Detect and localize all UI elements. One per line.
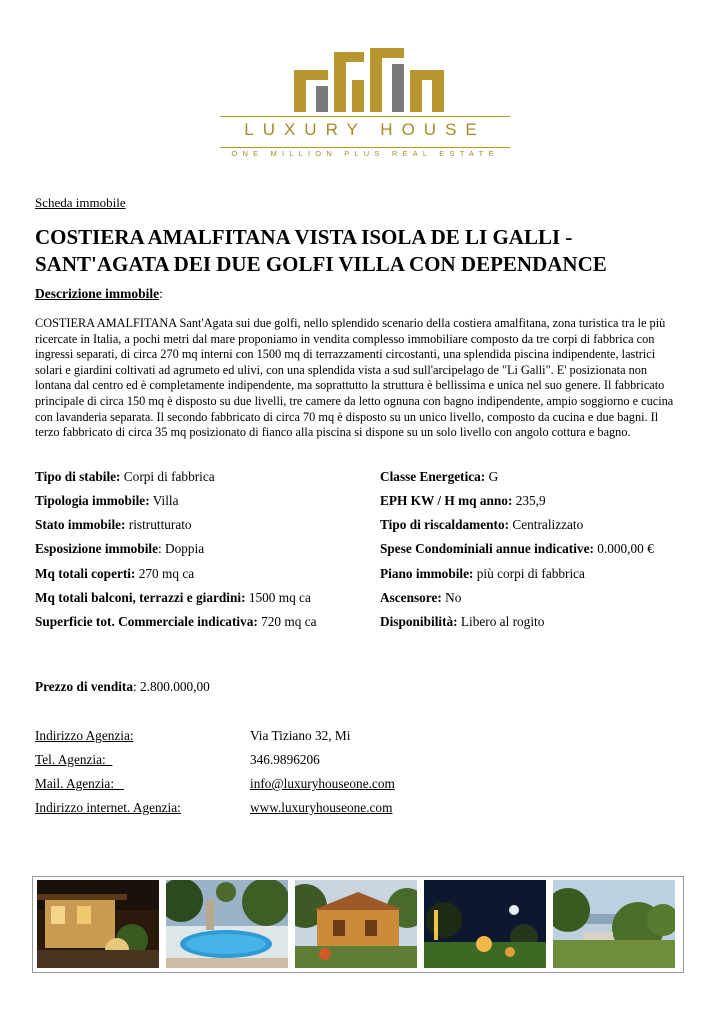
villa-facade-photo — [295, 880, 417, 968]
villa-evening-photo — [37, 880, 159, 968]
spec-value: Villa — [149, 493, 179, 508]
price-value: : 2.800.000,00 — [133, 679, 210, 694]
agency-phone: 346.9896206 — [250, 752, 320, 767]
spec-label: Mq totali balconi, terrazzi e giardini: — [35, 590, 246, 605]
spec-value: 0.000,00 € — [593, 541, 654, 556]
spec-label: Stato immobile: — [35, 517, 126, 532]
spec-esposizione — [35, 541, 204, 557]
spec-label: Tipo di stabile: — [35, 469, 121, 484]
photo-gallery — [32, 876, 684, 973]
spec-value: Libero al rogito — [457, 614, 545, 629]
spec-value: più corpi di fabbrica — [473, 566, 585, 581]
spec-tipo-stabile — [35, 469, 215, 485]
property-title: COSTIERA AMALFITANA VISTA ISOLA DE LI GALLI - SANT'AGATA DEI DUE GOLFI VILLA CON DEPENDANCE — [35, 225, 607, 276]
spec-ascensore — [380, 590, 461, 606]
sale-price — [35, 679, 210, 695]
spec-piano — [380, 566, 585, 582]
section-label: Scheda immobile — [35, 195, 126, 210]
spec-label: Disponibilità: — [380, 614, 458, 629]
agency-website-label: Indirizzo internet. Agenzia: — [35, 800, 181, 815]
spec-label: EPH KW / H mq anno: — [380, 493, 513, 508]
garden-day-photo — [553, 880, 675, 968]
description-label-colon: : — [159, 286, 163, 301]
spec-label: Esposizione immobile — [35, 541, 159, 556]
spec-value: ristrutturato — [125, 517, 192, 532]
spec-value: No — [441, 590, 462, 605]
spec-value: Centralizzato — [509, 517, 584, 532]
spec-value: G — [485, 469, 499, 484]
spec-mq-coperti — [35, 566, 194, 582]
agency-phone-label: Tel. Agenzia: — [35, 752, 113, 767]
agency-address-label: Indirizzo Agenzia: — [35, 728, 134, 743]
brand-tagline: ONE MILLION PLUS REAL ESTATE — [231, 149, 499, 158]
spec-disponibilita — [380, 614, 544, 630]
spec-label: Superficie tot. Commerciale indicativa: — [35, 614, 258, 629]
spec-value: 235,9 — [512, 493, 546, 508]
luxury-house-logo — [220, 40, 510, 165]
agency-address: Via Tiziano 32, Mi — [250, 728, 351, 743]
spec-classe-energetica — [380, 469, 498, 485]
spec-label: Classe Energetica: — [380, 469, 486, 484]
spec-label: Ascensore: — [380, 590, 442, 605]
spec-spese-condominiali — [380, 541, 654, 557]
spec-mq-balconi — [35, 590, 311, 606]
pool-photo — [166, 880, 288, 968]
spec-superficie — [35, 614, 317, 630]
spec-label: Piano immobile: — [380, 566, 474, 581]
spec-label: Spese Condominiali annue indicative: — [380, 541, 594, 556]
spec-riscaldamento — [380, 517, 583, 533]
spec-stato — [35, 517, 192, 533]
garden-night-photo — [424, 880, 546, 968]
price-label: Prezzo di vendita — [35, 679, 133, 694]
spec-eph — [380, 493, 546, 509]
description-text: COSTIERA AMALFITANA Sant'Agata sui due golfi, nello splendido scenario della costiera amalfitana, zona turistica tra le più ricercate in Italia, a pochi metri dal mare proponiamo in vendita complesso immobiliare composto da tre corpi di fabbrica con ingressi separati, di circa 270 mq interni con 1500 mq di terrazzamenti circostanti, una splendida piscina indipendente, lastrici solari e giardini coltivati ad agrumeto ed ulivi, con una splendida vista a sud sull'arcipelago de "Li Galli". E' posizionata non lontana dal centro ed è completamente indipendente, ma soprattutto la struttura è bellissima e unica nel suo genere. Il fabbricato principale di circa 150 mq è disposto su due livelli, tre camere da letto ognuna con bagno indipendente, ampio soggiorno e cucina con lavanderia separata. Il secondo fabbricato di circa 70 mq è disposto su un unico livello, composto da cucina e due bagni. Il terzo fabbricato di circa 35 mq posizionato di fianco alla piscina si dispone su un solo livello con angolo cottura e bagno. — [35, 316, 674, 440]
brand-name: LUXURY HOUSE — [244, 120, 486, 139]
spec-value: 270 mq ca — [135, 566, 195, 581]
spec-tipologia — [35, 493, 179, 509]
agency-email-link[interactable]: info@luxuryhouseone.com — [250, 776, 395, 791]
spec-value: 1500 mq ca — [245, 590, 311, 605]
spec-value: Corpi di fabbrica — [120, 469, 215, 484]
description-heading — [35, 286, 163, 302]
agency-website-link[interactable]: www.luxuryhouseone.com — [250, 800, 393, 815]
spec-label: Tipologia immobile: — [35, 493, 150, 508]
spec-value: 720 mq ca — [257, 614, 317, 629]
spec-label: Tipo di riscaldamento: — [380, 517, 510, 532]
agency-mail-label: Mail. Agenzia: — [35, 776, 124, 791]
spec-value: : Doppia — [158, 541, 205, 556]
description-label: Descrizione immobile — [35, 286, 160, 301]
spec-label: Mq totali coperti: — [35, 566, 136, 581]
